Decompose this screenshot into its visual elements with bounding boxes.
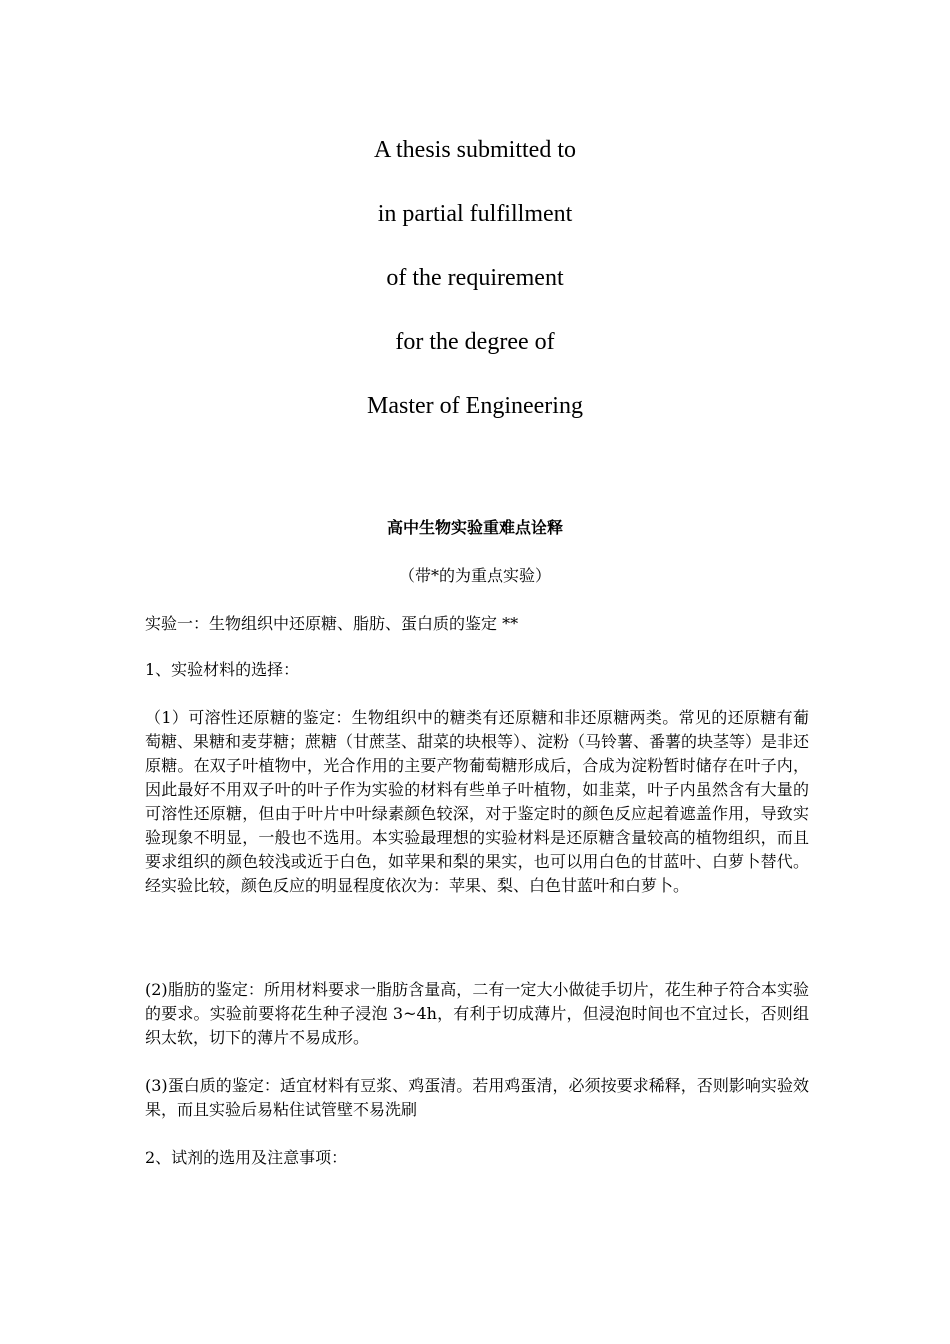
thesis-line-requirement: of the requirement <box>386 265 564 291</box>
paragraph-reducing-sugar: （1）可溶性还原糖的鉴定：生物组织中的糖类有还原糖和非还原糖两类。常见的还原糖有葡萄糖、果糖和麦芽糖；蔗糖（甘蔗茎、甜菜的块根等）、淀粉（马铃薯、番薯的块茎等）是非还原糖。在双子叶植物中，光合作用的主要产物葡萄糖形成后，合成为淀粉暂时储存在叶子内，因此最好不用双子叶的叶子作为实验的材料有些单子叶植物，如韭菜，叶子内虽然含有大量的可溶性还原糖，但由于叶片中叶绿素颜色较深，对于鉴定时的颜色反应起着遮盖作用，导致实验现象不明显，一般也不选用。本实验最理想的实验材料是还原糖含量较高的植物组织，而且要求组织的颜色较浅或近于白色，如苹果和梨的果实，也可以用白色的甘蓝叶、白萝卜替代。经实验比较，颜色反应的明显程度依次为：苹果、梨、白色甘蓝叶和白萝卜。 <box>145 708 810 895</box>
section-heading-reagents: 2、试剂的选用及注意事项： <box>145 1148 348 1167</box>
thesis-line-degree-name: Master of Engineering <box>367 393 583 419</box>
thesis-line-submitted: A thesis submitted to <box>373 137 576 163</box>
thesis-line-fulfillment: in partial fulfillment <box>377 201 573 227</box>
document-subtitle: （带*的为重点实验） <box>398 566 551 585</box>
section-heading-materials: 1、实验材料的选择： <box>145 660 300 679</box>
paragraph-fat: (2)脂肪的鉴定：所用材料要求一脂肪含量高，二有一定大小做徒手切片，花生种子符合本实验的要求。实验前要将花生种子浸泡 3~4h，有利于切成薄片，但浸泡时间也不宜过长，否则组织太软，切下的薄片不易成形。 <box>145 980 809 1047</box>
paragraph-protein: (3)蛋白质的鉴定：适宜材料有豆浆、鸡蛋清。若用鸡蛋清，必须按要求稀释，否则影响实验效果，而且实验后易粘住试管壁不易洗刷 <box>145 1076 809 1119</box>
document-title: 高中生物实验重难点诠释 <box>386 518 563 537</box>
thesis-line-degree-of: for the degree of <box>395 329 555 355</box>
experiment-heading: 实验一：生物组织中还原糖、脂肪、蛋白质的鉴定 ** <box>145 614 519 633</box>
